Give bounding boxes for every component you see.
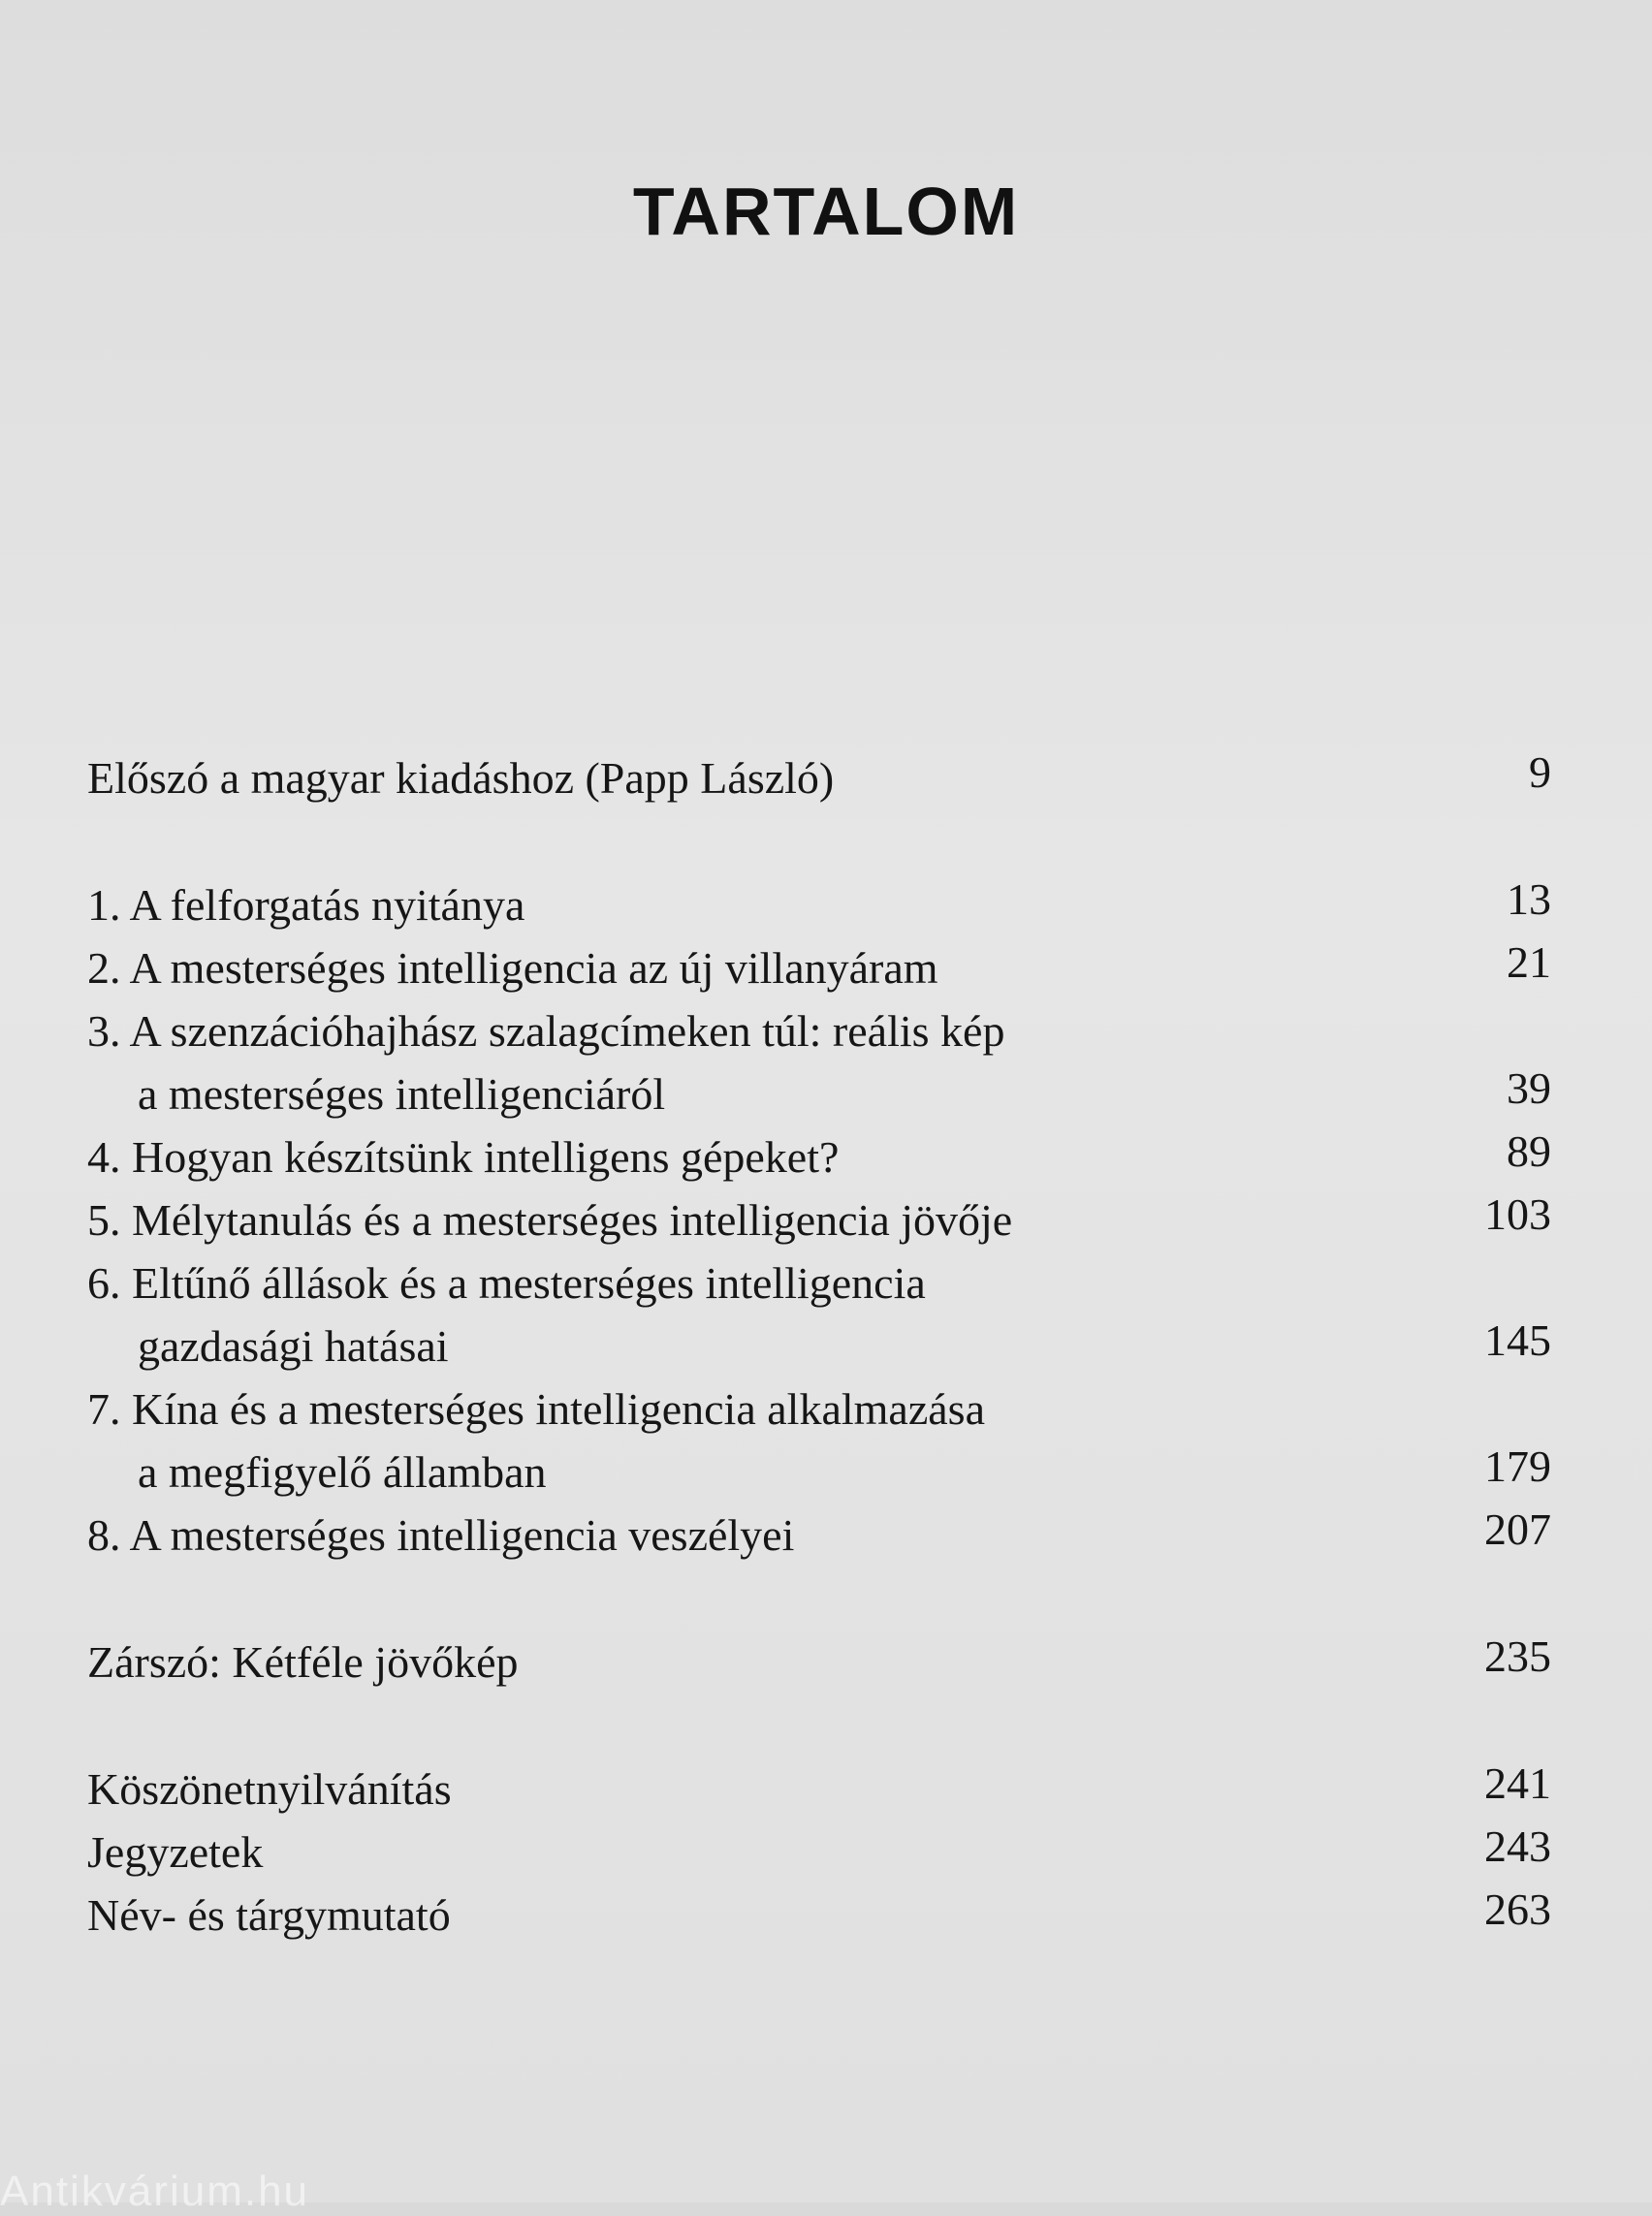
toc-page-number: 207	[1484, 1504, 1551, 1554]
toc-entry-index	[87, 1884, 1551, 1947]
toc-entry-label: 3. A szenzációhajhász szalagcímeken túl: reális kép	[87, 1006, 1005, 1056]
toc-page-number: 235	[1484, 1631, 1551, 1681]
toc-entry-chapter-3	[87, 999, 1551, 1062]
toc-entry-label: 7. Kína és a mesterséges intelligencia alkalmazása	[87, 1384, 985, 1434]
toc-entry-label: 6. Eltűnő állások és a mesterséges intelligencia	[87, 1258, 926, 1308]
toc-entry-foreword	[87, 746, 1551, 809]
toc-entry-label: a megfigyelő államban	[138, 1447, 547, 1497]
toc-page-number: 89	[1507, 1126, 1551, 1176]
toc-entry-label: Név- és tárgymutató	[87, 1890, 451, 1940]
toc-page-number: 9	[1529, 747, 1551, 797]
toc-page-number: 179	[1484, 1441, 1551, 1491]
toc-entry-label: gazdasági hatásai	[138, 1321, 449, 1371]
toc-page-number: 39	[1507, 1063, 1551, 1113]
toc-entry-label: Jegyzetek	[87, 1827, 264, 1877]
toc-entry-label: 4. Hogyan készítsünk intelligens gépeket?	[87, 1132, 840, 1182]
toc-entry-chapter-8	[87, 1504, 1551, 1567]
toc-page-number: 243	[1484, 1821, 1551, 1871]
toc-entry-chapter-1	[87, 873, 1551, 936]
toc-entry-label: Köszönetnyilvánítás	[87, 1764, 452, 1814]
page-title: TARTALOM	[632, 174, 1020, 249]
toc-entry-acknowledgements	[87, 1757, 1551, 1820]
toc-entry-chapter-7-continued	[87, 1440, 1551, 1504]
watermark: Antikvárium.hu	[0, 2168, 310, 2215]
table-of-contents	[87, 746, 1551, 1947]
toc-entry-chapter-3-continued	[87, 1062, 1551, 1125]
toc-entry-chapter-7	[87, 1377, 1551, 1440]
toc-entry-label: a mesterséges intelligenciáról	[138, 1069, 666, 1119]
toc-entry-chapter-6	[87, 1251, 1551, 1314]
toc-entry-label: 2. A mesterséges intelligencia az új villanyáram	[87, 943, 938, 993]
toc-entry-chapter-2	[87, 936, 1551, 999]
toc-entry-label: 5. Mélytanulás és a mesterséges intelligencia jövője	[87, 1195, 1013, 1245]
toc-page-number: 145	[1484, 1315, 1551, 1365]
toc-entry-chapter-5	[87, 1188, 1551, 1251]
toc-entry-label: 8. A mesterséges intelligencia veszélyei	[87, 1510, 795, 1560]
toc-page-number: 13	[1507, 874, 1551, 924]
toc-entry-chapter-4	[87, 1125, 1551, 1188]
toc-entry-label: Előszó a magyar kiadáshoz (Papp László)	[87, 753, 835, 803]
toc-page-number: 241	[1484, 1758, 1551, 1808]
toc-entry-label: Zárszó: Kétféle jövőkép	[87, 1637, 519, 1687]
toc-page-number: 263	[1484, 1884, 1551, 1934]
toc-page-number: 21	[1507, 937, 1551, 987]
toc-entry-label: 1. A felforgatás nyitánya	[87, 880, 525, 930]
toc-entry-chapter-6-continued	[87, 1314, 1551, 1377]
toc-page-number: 103	[1484, 1189, 1551, 1239]
toc-entry-notes	[87, 1820, 1551, 1884]
toc-entry-epilogue	[87, 1630, 1551, 1694]
